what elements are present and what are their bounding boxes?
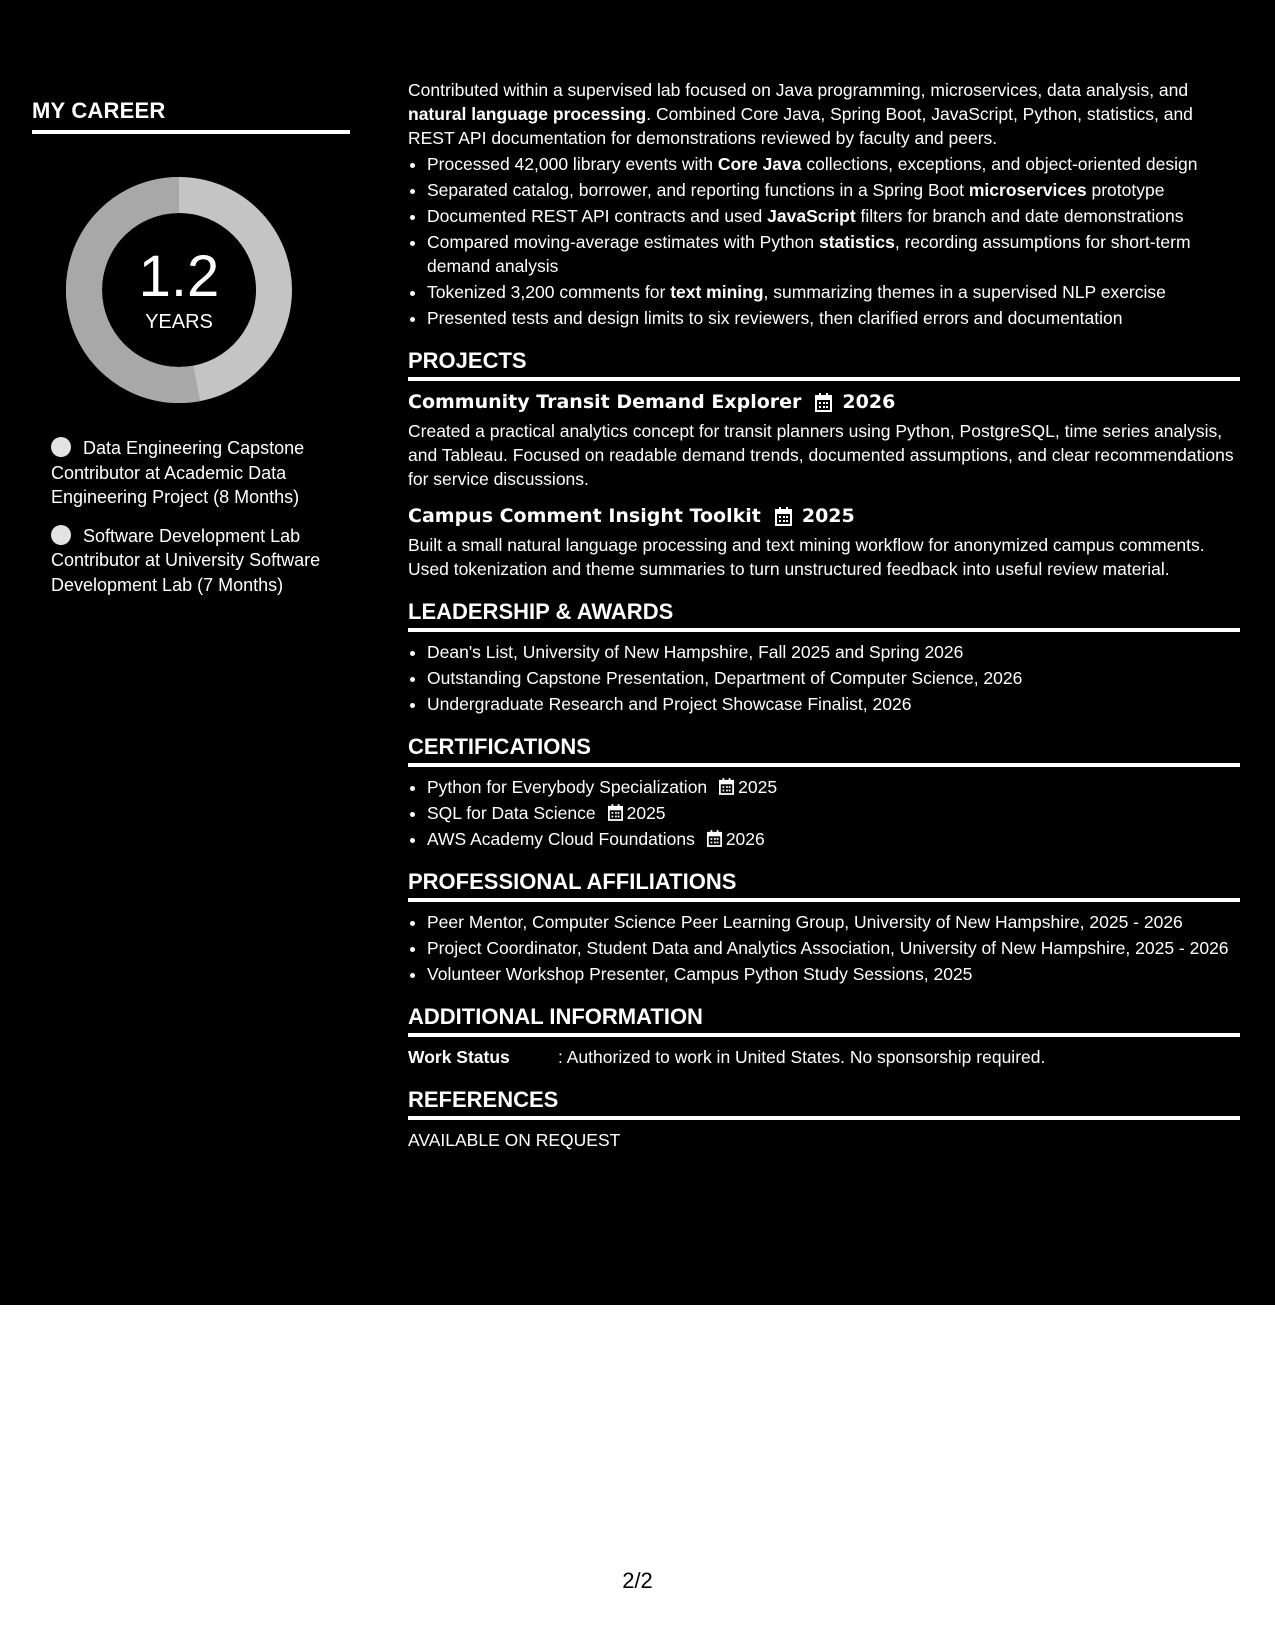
- project-item: [408, 389, 1240, 491]
- affiliations-list: [408, 910, 1240, 986]
- career-item: [51, 524, 321, 598]
- text-run: Separated catalog, borrower, and reporting functions in a Spring Boot: [427, 180, 969, 200]
- text-run: , summarizing themes in a supervised NLP exercise: [763, 282, 1166, 302]
- experience-bullet: [427, 152, 1240, 176]
- text-run: Compared moving-average estimates with Python: [427, 232, 819, 252]
- project-year: 2025: [801, 505, 855, 527]
- main-content: [408, 78, 1240, 1152]
- certification-name: AWS Academy Cloud Foundations: [427, 829, 695, 849]
- career-item-text: Software Development Lab Contributor at University Software Development Lab (7 Months): [51, 525, 321, 595]
- text-run: , recording assumptions for short-term demand analysis: [427, 232, 1191, 276]
- experience-bullet: [427, 280, 1240, 304]
- leadership-item: • Outstanding Capstone Presentation, Department of Computer Science, 2026: [427, 666, 1240, 690]
- bold-keyword: JavaScript: [767, 206, 856, 226]
- text-run: Presented tests and design limits to six reviewers, then clarified errors and documentation: [427, 308, 1123, 328]
- career-item-text: Data Engineering Capstone Contributor at Academic Data Engineering Project (8 Months): [51, 438, 305, 507]
- experience-bullet: [427, 178, 1240, 202]
- experience-years-value: 1.2: [138, 244, 220, 309]
- project-name: Campus Comment Insight Toolkit: [408, 505, 761, 527]
- calendar-icon: [707, 830, 722, 847]
- certification-item: [427, 827, 1240, 851]
- certification-item: [427, 775, 1240, 799]
- work-status-value: : Authorized to work in United States. No sponsorship required.: [558, 1047, 1046, 1067]
- calendar-icon: [775, 507, 792, 526]
- text-run: filters for branch and date demonstrations: [855, 206, 1184, 226]
- additional-info-heading: ADDITIONAL INFORMATION: [408, 1004, 1240, 1037]
- certifications-list: [408, 775, 1240, 851]
- career-list: [51, 436, 321, 611]
- bold-keyword: statistics: [819, 232, 895, 252]
- experience-bullet: [427, 204, 1240, 228]
- experience-bullet: [427, 306, 1240, 330]
- affiliation-item: • Peer Mentor, Computer Science Peer Learning Group, University of New Hampshire, 2025 - 2026: [427, 910, 1240, 934]
- projects-heading: PROJECTS: [408, 348, 1240, 381]
- bold-keyword: text mining: [670, 282, 764, 302]
- affiliation-item: • Project Coordinator, Student Data and Analytics Association, University of New Hampshire, 2025 - 2026: [427, 936, 1240, 960]
- career-heading: MY CAREER: [32, 98, 350, 134]
- project-item: [408, 503, 1240, 581]
- project-title: [408, 503, 1240, 529]
- experience-bullets: [408, 152, 1240, 330]
- calendar-icon: [608, 804, 623, 821]
- work-status-label: Work Status: [408, 1047, 510, 1067]
- bullet-dot-icon: [51, 437, 71, 457]
- affiliations-heading: PROFESSIONAL AFFILIATIONS: [408, 869, 1240, 902]
- project-description: Created a practical analytics concept for transit planners using Python, PostgreSQL, time series analysis, and Tableau. Focused on readable demand trends, documented assumptions, and clear recommendations for service discussions.: [408, 421, 1234, 489]
- text-run: collections, exceptions, and object-oriented design: [801, 154, 1198, 174]
- certifications-heading: CERTIFICATIONS: [408, 734, 1240, 767]
- certification-year: 2025: [738, 777, 778, 797]
- bullet-dot-icon: [51, 525, 71, 545]
- text-run: Documented REST API contracts and used: [427, 206, 768, 226]
- text-run: Processed 42,000 library events with: [427, 154, 718, 174]
- calendar-icon: [719, 778, 734, 795]
- leadership-item: • Undergraduate Research and Project Showcase Finalist, 2026: [427, 692, 1240, 716]
- text-run: Contributed within a supervised lab focused on Java programming, microservices, data analysis, and: [408, 80, 1189, 100]
- experience-years-unit: YEARS: [145, 311, 213, 333]
- bold-keyword: natural language processing: [408, 104, 647, 124]
- project-description: Built a small natural language processing and text mining workflow for anonymized campus comments. Used tokenization and theme summaries to turn unstructured feedback into useful review material.: [408, 535, 1205, 579]
- sidebar: [0, 0, 380, 1305]
- certification-year: 2025: [626, 803, 666, 823]
- leadership-list: [408, 640, 1240, 716]
- text-run: Tokenized 3,200 comments for: [427, 282, 671, 302]
- bold-keyword: microservices: [968, 180, 1087, 200]
- leadership-item: • Dean's List, University of New Hampshire, Fall 2025 and Spring 2026: [427, 640, 1240, 664]
- calendar-icon: [815, 393, 832, 412]
- bold-keyword: Core Java: [717, 154, 802, 174]
- page-number: 2/2: [622, 1568, 653, 1593]
- references-heading: REFERENCES: [408, 1087, 1240, 1120]
- experience-bullet: [427, 230, 1240, 278]
- leadership-heading: LEADERSHIP & AWARDS: [408, 599, 1240, 632]
- affiliation-item: • Volunteer Workshop Presenter, Campus Python Study Sessions, 2025: [427, 962, 1240, 986]
- experience-summary: [408, 78, 1240, 150]
- text-run: . Combined Core Java, Spring Boot, JavaScript, Python, statistics, and REST API documentation for demonstrations reviewed by faculty and peers.: [408, 104, 1193, 148]
- certification-name: Python for Everybody Specialization: [427, 777, 708, 797]
- certification-item: [427, 801, 1240, 825]
- certification-year: 2026: [725, 829, 765, 849]
- certification-name: SQL for Data Science: [427, 803, 596, 823]
- project-name: Community Transit Demand Explorer: [408, 391, 802, 413]
- project-title: [408, 389, 1240, 415]
- references-text: AVAILABLE ON REQUEST: [408, 1130, 621, 1150]
- text-run: prototype: [1086, 180, 1165, 200]
- project-year: 2026: [842, 391, 896, 413]
- work-status-row: [408, 1045, 1240, 1069]
- career-item: [51, 436, 321, 510]
